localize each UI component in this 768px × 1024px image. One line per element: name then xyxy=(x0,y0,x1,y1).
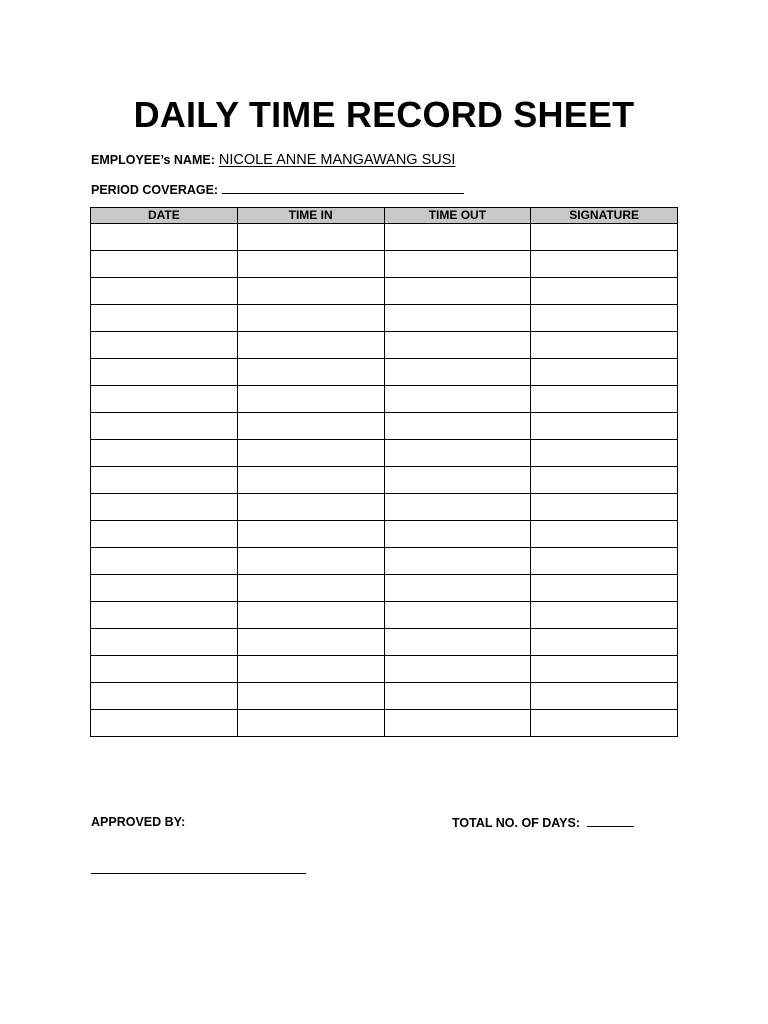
signature-cell[interactable] xyxy=(531,602,678,629)
page-title: DAILY TIME RECORD SHEET xyxy=(133,94,635,135)
time-out-cell[interactable] xyxy=(384,413,531,440)
time-in-cell[interactable] xyxy=(237,494,384,521)
table-row xyxy=(91,548,678,575)
table-row xyxy=(91,305,678,332)
table-body xyxy=(91,224,678,737)
time-out-cell[interactable] xyxy=(384,548,531,575)
total-days-row xyxy=(452,814,634,831)
date-cell[interactable] xyxy=(91,359,238,386)
employee-name-value[interactable]: NICOLE ANNE MANGAWANG SUSI xyxy=(218,152,456,168)
time-in-cell[interactable] xyxy=(237,305,384,332)
time-in-cell[interactable] xyxy=(237,440,384,467)
time-in-cell[interactable] xyxy=(237,683,384,710)
time-out-cell[interactable] xyxy=(384,710,531,737)
table-header-row xyxy=(91,208,678,224)
table-row xyxy=(91,332,678,359)
signature-cell[interactable] xyxy=(531,710,678,737)
approved-by-label: APPROVED BY: xyxy=(91,815,186,829)
time-in-cell[interactable] xyxy=(237,413,384,440)
time-out-cell[interactable] xyxy=(384,467,531,494)
date-cell[interactable] xyxy=(91,278,238,305)
time-in-cell[interactable] xyxy=(237,251,384,278)
time-in-cell[interactable] xyxy=(237,602,384,629)
time-out-cell[interactable] xyxy=(384,602,531,629)
time-in-cell[interactable] xyxy=(237,359,384,386)
time-out-cell[interactable] xyxy=(384,521,531,548)
date-cell[interactable] xyxy=(91,575,238,602)
table-row xyxy=(91,440,678,467)
signature-cell[interactable] xyxy=(531,656,678,683)
signature-cell[interactable] xyxy=(531,575,678,602)
time-in-cell[interactable] xyxy=(237,386,384,413)
date-cell[interactable] xyxy=(91,656,238,683)
signature-cell[interactable] xyxy=(531,305,678,332)
table-row xyxy=(91,359,678,386)
header-time-out: TIME OUT xyxy=(384,208,531,224)
date-cell[interactable] xyxy=(91,548,238,575)
time-in-cell[interactable] xyxy=(237,224,384,251)
header-date: DATE xyxy=(91,208,238,224)
date-cell[interactable] xyxy=(91,386,238,413)
signature-cell[interactable] xyxy=(531,332,678,359)
signature-cell[interactable] xyxy=(531,251,678,278)
time-out-cell[interactable] xyxy=(384,575,531,602)
signature-cell[interactable] xyxy=(531,413,678,440)
time-out-cell[interactable] xyxy=(384,305,531,332)
table-row xyxy=(91,656,678,683)
table-row xyxy=(91,413,678,440)
time-in-cell[interactable] xyxy=(237,629,384,656)
time-out-cell[interactable] xyxy=(384,386,531,413)
signature-cell[interactable] xyxy=(531,224,678,251)
table-row xyxy=(91,575,678,602)
time-in-cell[interactable] xyxy=(237,521,384,548)
total-days-blank[interactable] xyxy=(587,814,634,827)
signature-cell[interactable] xyxy=(531,629,678,656)
signature-cell[interactable] xyxy=(531,278,678,305)
date-cell[interactable] xyxy=(91,494,238,521)
date-cell[interactable] xyxy=(91,305,238,332)
signature-cell[interactable] xyxy=(531,359,678,386)
signature-cell[interactable] xyxy=(531,683,678,710)
period-coverage-label: PERIOD COVERAGE: xyxy=(91,183,219,197)
date-cell[interactable] xyxy=(91,440,238,467)
total-days-label: TOTAL NO. OF DAYS: xyxy=(452,816,581,830)
period-coverage-row xyxy=(91,181,464,198)
date-cell[interactable] xyxy=(91,710,238,737)
date-cell[interactable] xyxy=(91,332,238,359)
time-record-table xyxy=(90,207,678,737)
table-row xyxy=(91,602,678,629)
header-time-in: TIME IN xyxy=(237,208,384,224)
table-row xyxy=(91,494,678,521)
table-row xyxy=(91,710,678,737)
date-cell[interactable] xyxy=(91,467,238,494)
table-row xyxy=(91,278,678,305)
period-coverage-blank[interactable] xyxy=(222,181,464,194)
table-row xyxy=(91,467,678,494)
time-in-cell[interactable] xyxy=(237,278,384,305)
approver-signature-line[interactable] xyxy=(91,873,306,874)
time-out-cell[interactable] xyxy=(384,359,531,386)
time-in-cell[interactable] xyxy=(237,575,384,602)
time-in-cell[interactable] xyxy=(237,710,384,737)
signature-cell[interactable] xyxy=(531,521,678,548)
employee-name-label: EMPLOYEE’s NAME: xyxy=(91,153,215,167)
date-cell[interactable] xyxy=(91,683,238,710)
date-cell[interactable] xyxy=(91,629,238,656)
time-out-cell[interactable] xyxy=(384,278,531,305)
time-out-cell[interactable] xyxy=(384,251,531,278)
signature-cell[interactable] xyxy=(531,548,678,575)
time-out-cell[interactable] xyxy=(384,494,531,521)
table-row xyxy=(91,683,678,710)
time-out-cell[interactable] xyxy=(384,656,531,683)
time-out-cell[interactable] xyxy=(384,332,531,359)
signature-cell[interactable] xyxy=(531,494,678,521)
table-row xyxy=(91,629,678,656)
date-cell[interactable] xyxy=(91,224,238,251)
date-cell[interactable] xyxy=(91,521,238,548)
table-row xyxy=(91,224,678,251)
time-out-cell[interactable] xyxy=(384,440,531,467)
date-cell[interactable] xyxy=(91,251,238,278)
table-row xyxy=(91,521,678,548)
signature-cell[interactable] xyxy=(531,467,678,494)
date-cell[interactable] xyxy=(91,413,238,440)
table-row xyxy=(91,251,678,278)
time-in-cell[interactable] xyxy=(237,656,384,683)
time-out-cell[interactable] xyxy=(384,629,531,656)
time-out-cell[interactable] xyxy=(384,224,531,251)
signature-cell[interactable] xyxy=(531,386,678,413)
employee-name-row xyxy=(91,152,455,168)
time-in-cell[interactable] xyxy=(237,332,384,359)
date-cell[interactable] xyxy=(91,602,238,629)
signature-cell[interactable] xyxy=(531,440,678,467)
time-in-cell[interactable] xyxy=(237,467,384,494)
time-in-cell[interactable] xyxy=(237,548,384,575)
header-signature: SIGNATURE xyxy=(531,208,678,224)
table-row xyxy=(91,386,678,413)
time-out-cell[interactable] xyxy=(384,683,531,710)
